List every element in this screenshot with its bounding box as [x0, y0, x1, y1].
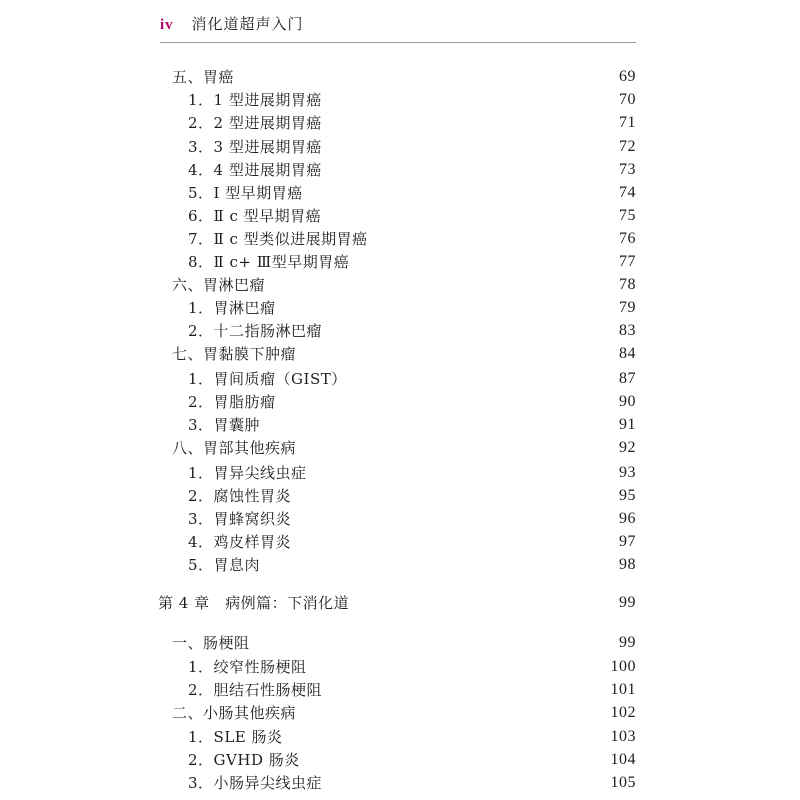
toc-entry-title: 2．2 型进展期胃癌 [188, 114, 322, 132]
toc-item [0, 531, 800, 553]
toc-item [0, 391, 800, 413]
toc-entry-title: 一、肠梗阻 [172, 634, 250, 652]
running-header [160, 14, 636, 35]
toc-page-number: 73 [619, 161, 636, 178]
toc-page-number: 95 [619, 487, 636, 504]
header-rule [160, 42, 636, 43]
toc-entry-title: 1．SLE 肠炎 [188, 728, 283, 746]
toc-entry-title: 5．Ⅰ 型早期胃癌 [188, 184, 303, 202]
toc-page-number: 104 [610, 751, 636, 768]
toc-entry-title: 2．十二指肠淋巴瘤 [188, 322, 323, 340]
toc-section [0, 632, 800, 654]
toc-item [0, 368, 800, 390]
toc-page-number: 77 [619, 253, 636, 270]
toc-page-number: 84 [619, 345, 636, 362]
toc-entry-title: 七、胃黏膜下肿瘤 [172, 345, 297, 363]
toc-item [0, 297, 800, 319]
toc-page-number: 93 [619, 464, 636, 481]
toc-entry-title: 1．胃异尖线虫症 [188, 464, 307, 482]
toc-entry-title: 1．胃淋巴瘤 [188, 299, 276, 317]
toc-entry-title: 第 4 章 病例篇：下消化道 [158, 594, 350, 612]
toc-entry-title: 7．Ⅱ c 型类似进展期胃癌 [188, 230, 368, 248]
toc-page-number: 101 [610, 681, 636, 698]
toc-entry-title: 2．GVHD 肠炎 [188, 751, 300, 769]
toc-entry-title: 六、胃淋巴瘤 [172, 276, 266, 294]
toc-item [0, 485, 800, 507]
toc-page-number: 76 [619, 230, 636, 247]
toc-item [0, 772, 800, 794]
toc-page-number: 99 [619, 634, 636, 651]
toc-page-number: 70 [619, 91, 636, 108]
header-book-title: 消化道超声入门 [191, 15, 304, 33]
toc-entry-title: 6．Ⅱ c 型早期胃癌 [188, 207, 322, 225]
toc-item [0, 251, 800, 273]
toc-page-number: 71 [619, 114, 636, 131]
toc-entry-title: 8．Ⅱ c+ Ⅲ型早期胃癌 [188, 253, 350, 271]
toc-item [0, 205, 800, 227]
toc-item [0, 89, 800, 111]
toc-chapter [0, 592, 800, 614]
toc-page-number: 79 [619, 299, 636, 316]
toc-entry-title: 4．鸡皮样胃炎 [188, 533, 292, 551]
toc-entry-title: 3．小肠异尖线虫症 [188, 774, 323, 792]
toc-entry-title: 5．胃息肉 [188, 556, 261, 574]
toc-entry-title: 二、小肠其他疾病 [172, 704, 297, 722]
toc-entry-title: 3．3 型进展期胃癌 [188, 138, 322, 156]
toc-section [0, 702, 800, 724]
toc-item [0, 136, 800, 158]
toc-entry-title: 2．胃脂肪瘤 [188, 393, 276, 411]
toc-entry-title: 2．胆结石性肠梗阻 [188, 681, 323, 699]
toc-entry-title: 3．胃蜂窝织炎 [188, 510, 292, 528]
toc-entry-title: 1．绞窄性肠梗阻 [188, 658, 307, 676]
toc-page-number: 100 [610, 658, 636, 675]
toc-entry-title: 五、胃癌 [172, 68, 235, 86]
toc-item [0, 749, 800, 771]
toc-page-number: 75 [619, 207, 636, 224]
toc-item [0, 414, 800, 436]
toc-page-number: 99 [619, 594, 636, 611]
toc-section [0, 343, 800, 365]
toc-entry-title: 八、胃部其他疾病 [172, 439, 297, 457]
toc-section [0, 437, 800, 459]
toc-page-number: 87 [619, 370, 636, 387]
toc-entry-title: 1．1 型进展期胃癌 [188, 91, 322, 109]
toc-page-number: 102 [610, 704, 636, 721]
toc-page-number: 105 [610, 774, 636, 791]
toc-page-number: 92 [619, 439, 636, 456]
toc-page-number: 83 [619, 322, 636, 339]
header-page-number: iv [160, 17, 174, 33]
toc-page-number: 72 [619, 138, 636, 155]
toc-entry-title: 2．腐蚀性胃炎 [188, 487, 292, 505]
toc-section [0, 274, 800, 296]
toc-entry-title: 3．胃囊肿 [188, 416, 261, 434]
toc-item [0, 462, 800, 484]
toc-page-number: 96 [619, 510, 636, 527]
toc-page-number: 90 [619, 393, 636, 410]
toc-section [0, 66, 800, 88]
toc-entry-title: 4．4 型进展期胃癌 [188, 161, 322, 179]
toc-page-number: 69 [619, 68, 636, 85]
toc-page-number: 91 [619, 416, 636, 433]
toc-item [0, 182, 800, 204]
toc-entry-title: 1．胃间质瘤（GIST） [188, 370, 347, 388]
toc-item [0, 679, 800, 701]
toc-item [0, 726, 800, 748]
toc-item [0, 320, 800, 342]
toc-page-number: 103 [610, 728, 636, 745]
toc-page-number: 74 [619, 184, 636, 201]
toc-item [0, 656, 800, 678]
toc-item [0, 159, 800, 181]
toc-item [0, 554, 800, 576]
toc-page-number: 98 [619, 556, 636, 573]
toc-item [0, 228, 800, 250]
toc-item [0, 112, 800, 134]
toc-page-number: 78 [619, 276, 636, 293]
toc-page-number: 97 [619, 533, 636, 550]
toc-item [0, 508, 800, 530]
